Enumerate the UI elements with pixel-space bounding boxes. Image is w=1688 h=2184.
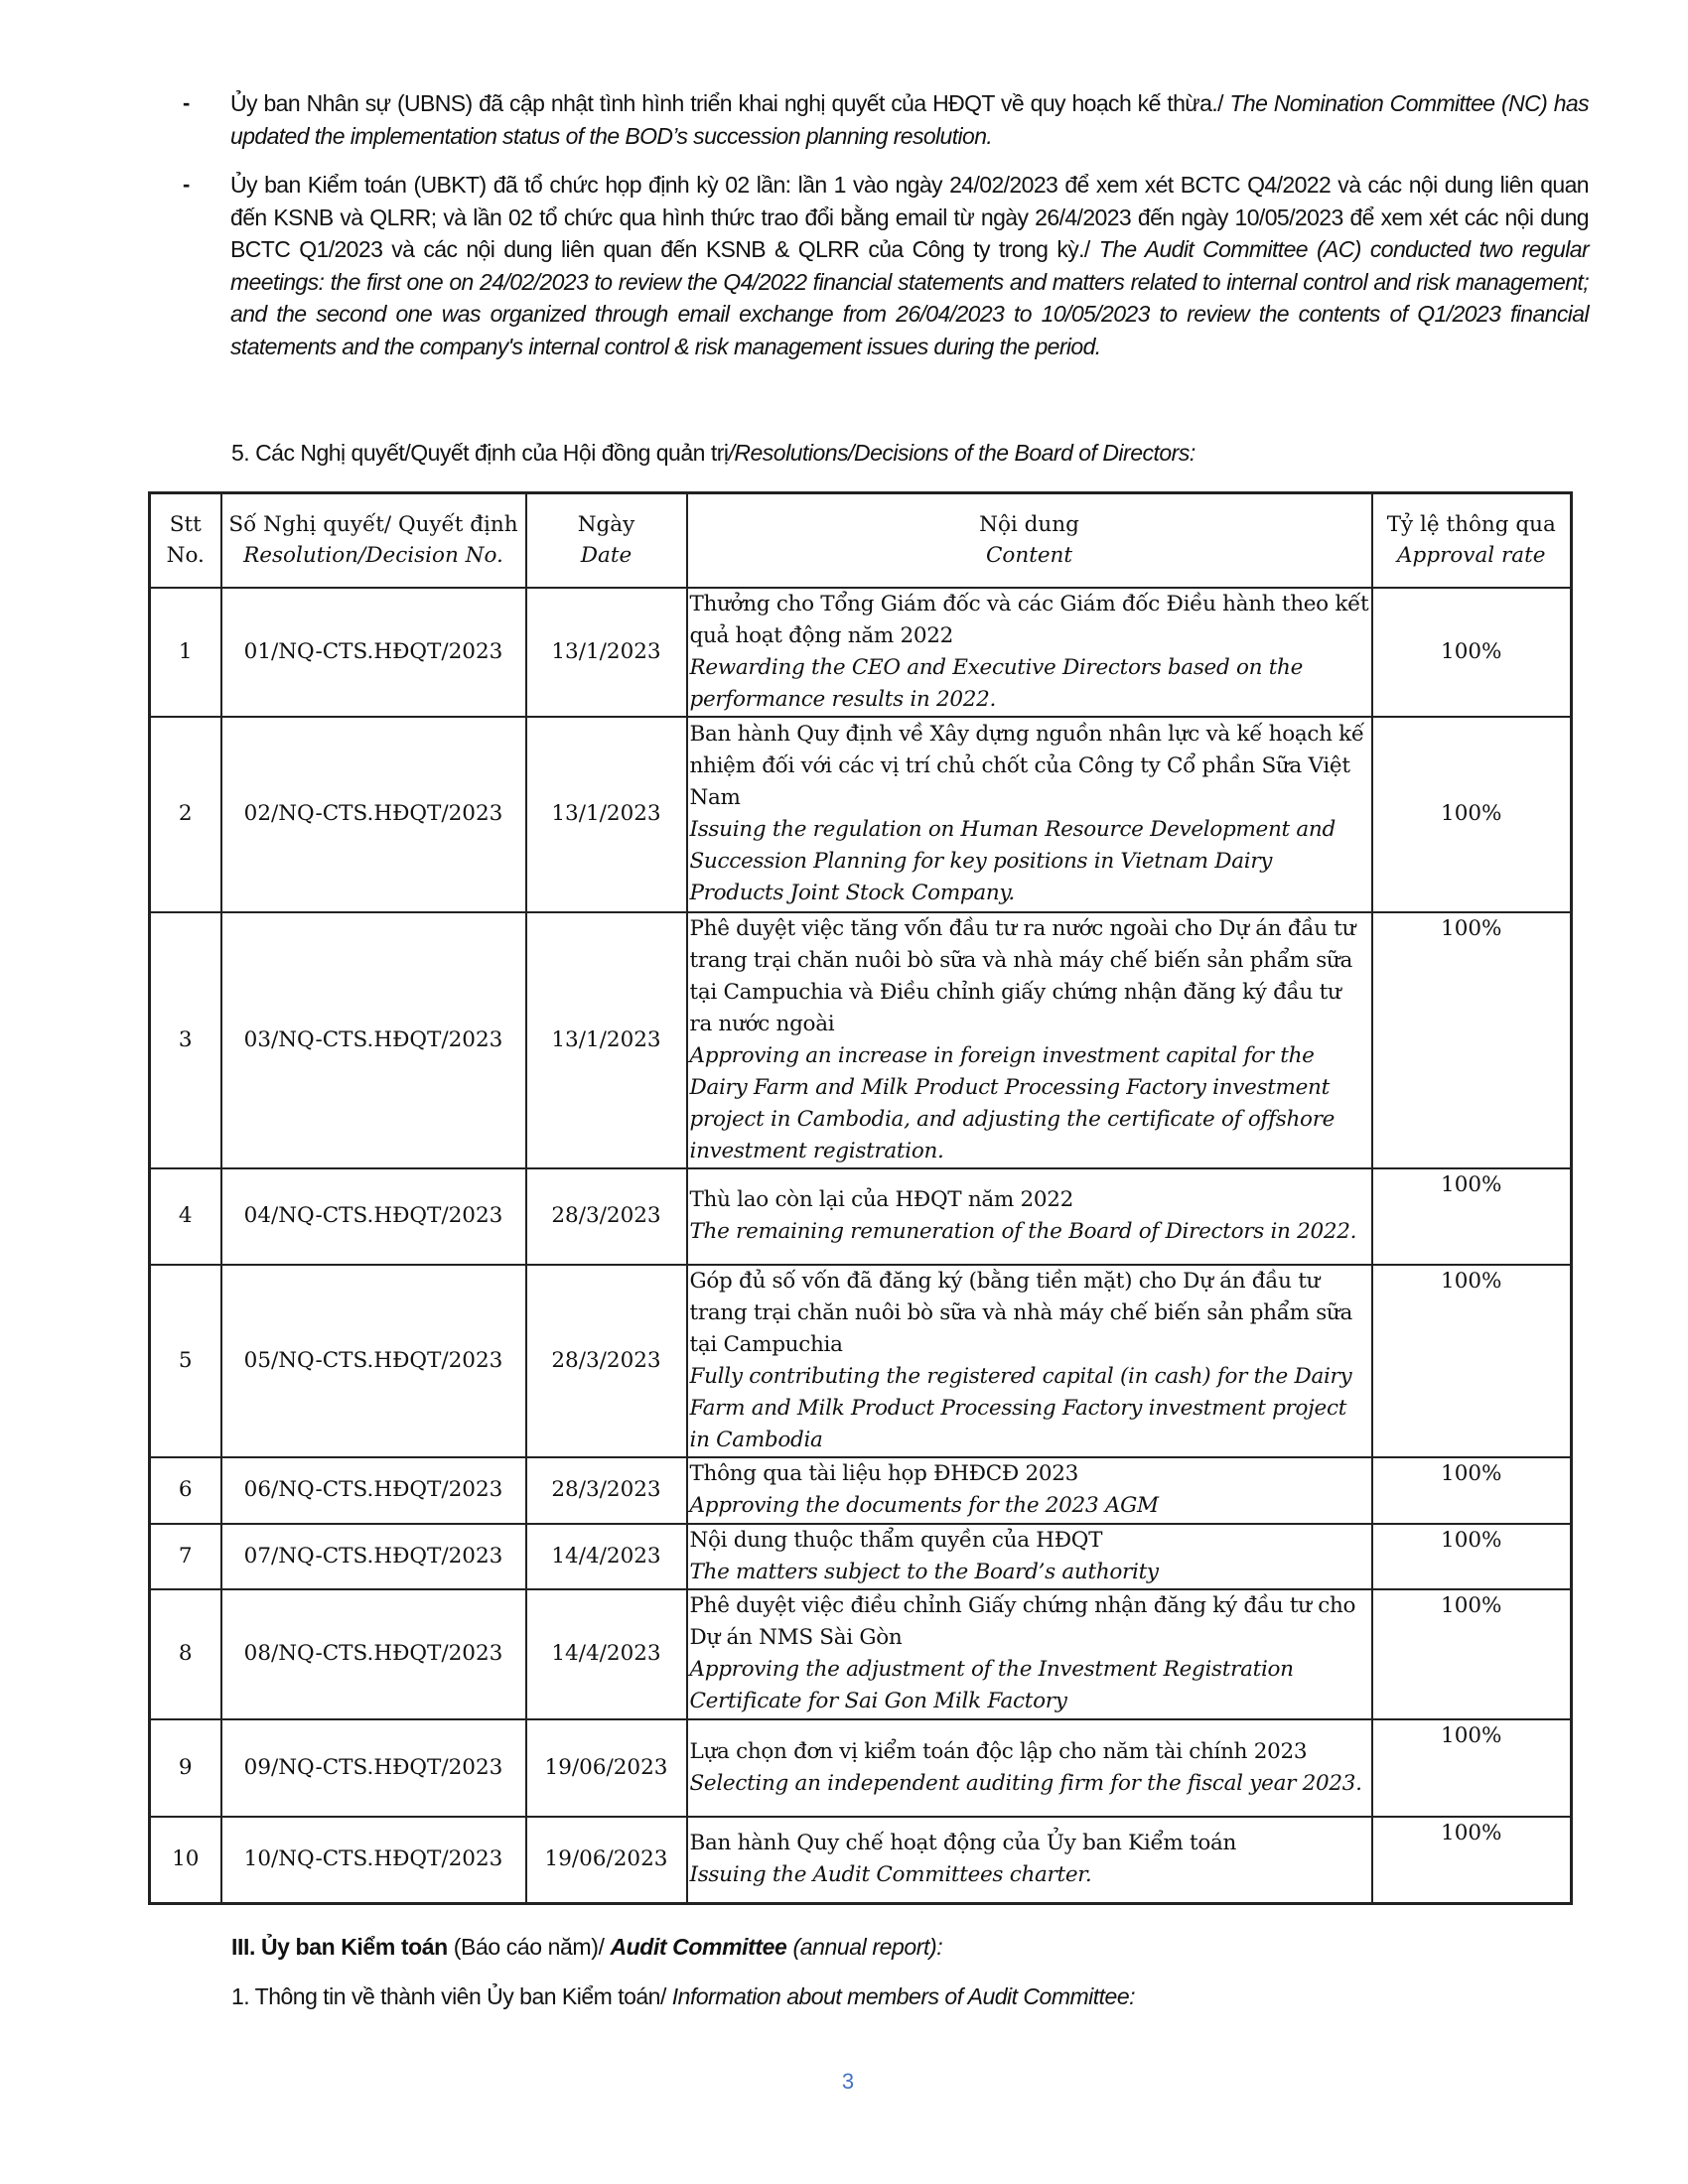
content-vi: Ban hành Quy định về Xây dựng nguồn nhân lực và kế hoạch kế nhiệm đối với các vị trí chủ chốt của Công ty Cổ phần Sữa Việt Nam — [689, 722, 1364, 810]
content-vi: Lựa chọn đơn vị kiểm toán độc lập cho năm tài chính 2023 — [689, 1738, 1308, 1764]
section-3-1-heading — [231, 1983, 1135, 2010]
page-number: 3 — [841, 2069, 855, 2094]
cell-stt: 9 — [150, 1719, 221, 1817]
content-vi: Góp đủ số vốn đã đăng ký (bằng tiền mặt) cho Dự án đầu tư trang trại chăn nuôi bò sữa và nhà máy chế biến sản phẩm sữa tại Campuchia — [689, 1268, 1353, 1357]
cell-content — [687, 1719, 1372, 1817]
header-content-vi: Nội dung — [979, 512, 1079, 538]
content-en: The matters subject to the Board’s authority — [689, 1559, 1159, 1584]
table-row — [150, 1817, 1572, 1904]
cell-rate: 100% — [1372, 912, 1572, 1168]
cell-date: 13/1/2023 — [526, 717, 687, 912]
cell-rate: 100% — [1372, 1719, 1572, 1817]
cell-rate: 100% — [1372, 1457, 1572, 1524]
cell-rate: 100% — [1372, 1817, 1572, 1904]
cell-date: 19/06/2023 — [526, 1719, 687, 1817]
bullet-text — [230, 169, 1589, 362]
table-row — [150, 1168, 1572, 1265]
cell-content — [687, 717, 1372, 912]
cell-content — [687, 588, 1372, 717]
resolutions-table — [148, 491, 1573, 1905]
cell-rate: 100% — [1372, 1589, 1572, 1719]
cell-content — [687, 1524, 1372, 1589]
content-vi: Phê duyệt việc điều chỉnh Giấy chứng nhận đăng ký đầu tư cho Dự án NMS Sài Gòn — [689, 1593, 1356, 1650]
cell-rate: 100% — [1372, 1524, 1572, 1589]
content-en: Selecting an independent auditing firm for the fiscal year 2023. — [689, 1770, 1362, 1796]
table-row — [150, 912, 1572, 1168]
table-row — [150, 717, 1572, 912]
section-5-heading — [231, 440, 1196, 467]
header-stt — [150, 493, 221, 588]
section-3-title-vi-bold: III. Ủy ban Kiểm toán — [231, 1934, 448, 1960]
header-stt-en: No. — [166, 543, 205, 569]
cell-content — [687, 1589, 1372, 1719]
table-row — [150, 1457, 1572, 1524]
table-row — [150, 1524, 1572, 1589]
cell-number: 06/NQ-CTS.HĐQT/2023 — [221, 1457, 526, 1524]
cell-number: 07/NQ-CTS.HĐQT/2023 — [221, 1524, 526, 1589]
cell-date: 14/4/2023 — [526, 1524, 687, 1589]
cell-number: 02/NQ-CTS.HĐQT/2023 — [221, 717, 526, 912]
cell-date: 13/1/2023 — [526, 912, 687, 1168]
cell-stt: 8 — [150, 1589, 221, 1719]
bullet-dash-icon: - — [183, 172, 190, 197]
header-rate-en: Approval rate — [1397, 543, 1546, 569]
content-en: Fully contributing the registered capital (in cash) for the Dairy Farm and Milk Product Processing Factory investment project in Cambodia — [689, 1363, 1352, 1452]
section-3-1-title-vi: 1. Thông tin về thành viên Ủy ban Kiểm toán/ — [231, 1983, 672, 2009]
cell-rate: 100% — [1372, 1265, 1572, 1457]
cell-stt: 3 — [150, 912, 221, 1168]
bullet-text-en: The Audit Committee (AC) conducted two regular meetings: the first one on 24/02/2023 to review the Q4/2022 financial statements and matters related to internal control and risk management; and the second one was organized through email exchange from 26/04/2023 to 10/05/2023 to review the contents of Q1/2023 financial statements and the company's internal control & risk management issues during the period. — [230, 236, 1589, 359]
table-row — [150, 1265, 1572, 1457]
content-en: Issuing the regulation on Human Resource Development and Succession Planning for key positions in Vietnam Dairy Products Joint Stock Company. — [689, 817, 1336, 905]
cell-number: 08/NQ-CTS.HĐQT/2023 — [221, 1589, 526, 1719]
content-vi: Ban hành Quy chế hoạt động của Ủy ban Kiểm toán — [689, 1831, 1237, 1856]
section-5-title-vi: 5. Các Nghị quyết/Quyết định của Hội đồng quản trị — [231, 440, 729, 466]
content-en: Approving an increase in foreign investment capital for the Dairy Farm and Milk Product Processing Factory investment project in Cambodia, and adjusting the certificate of offshore investment registration. — [689, 1042, 1336, 1163]
cell-number: 09/NQ-CTS.HĐQT/2023 — [221, 1719, 526, 1817]
header-rate-vi: Tỷ lệ thông qua — [1386, 512, 1556, 538]
cell-stt: 1 — [150, 588, 221, 717]
content-vi: Thông qua tài liệu họp ĐHĐCĐ 2023 — [689, 1461, 1078, 1486]
cell-date: 28/3/2023 — [526, 1265, 687, 1457]
content-en: Rewarding the CEO and Executive Directors based on the performance results in 2022. — [689, 654, 1304, 712]
cell-stt: 7 — [150, 1524, 221, 1589]
cell-stt: 10 — [150, 1817, 221, 1904]
bullet-text-vi: Ủy ban Kiểm toán (UBKT) đã tổ chức họp định kỳ 02 lần: lần 1 vào ngày 24/02/2023 để xem xét BCTC Q4/2022 và các nội dung liên quan đến KSNB và QLRR; và lần 02 tổ chức qua hình thức trao đổi bằng email từ ngày 26/4/2023 đến ngày 10/05/2023 để xem xét các nội dung BCTC Q1/2023 và các nội dung liên quan đến KSNB & QLRR của Công ty trong kỳ./ — [230, 172, 1589, 262]
section-3-title-vi-normal: (Báo cáo năm)/ — [447, 1934, 611, 1960]
header-content — [687, 493, 1372, 588]
content-vi: Thù lao còn lại của HĐQT năm 2022 — [689, 1187, 1074, 1212]
cell-content — [687, 912, 1372, 1168]
cell-date: 13/1/2023 — [526, 588, 687, 717]
table-header-row — [150, 493, 1572, 588]
header-number-en: Resolution/Decision No. — [243, 543, 503, 569]
bullet-text-en: The Nomination Committee (NC) has updated the implementation status of the BOD’s succession planning resolution. — [230, 90, 1589, 149]
content-en: The remaining remuneration of the Board of Directors in 2022. — [689, 1219, 1357, 1244]
cell-content — [687, 1817, 1372, 1904]
cell-stt: 2 — [150, 717, 221, 912]
header-rate — [1372, 493, 1572, 588]
section-3-heading — [231, 1934, 942, 1961]
cell-stt: 5 — [150, 1265, 221, 1457]
header-number-vi: Số Nghị quyết/ Quyết định — [228, 512, 518, 538]
cell-content — [687, 1457, 1372, 1524]
cell-content — [687, 1265, 1372, 1457]
content-vi: Phê duyệt việc tăng vốn đầu tư ra nước ngoài cho Dự án đầu tư trang trại chăn nuôi bò sữa và nhà máy chế biến sản phẩm sữa tại Campuchia và Điều chỉnh giấy chứng nhận đăng ký đầu tư ra nước ngoài — [689, 915, 1356, 1036]
cell-number: 05/NQ-CTS.HĐQT/2023 — [221, 1265, 526, 1457]
cell-date: 19/06/2023 — [526, 1817, 687, 1904]
cell-number: 01/NQ-CTS.HĐQT/2023 — [221, 588, 526, 717]
section-3-1-title-en: Information about members of Audit Committee: — [671, 1983, 1136, 2009]
section-3-title-en-normal: (annual report): — [786, 1934, 943, 1960]
cell-stt: 4 — [150, 1168, 221, 1265]
header-date-vi: Ngày — [577, 512, 635, 538]
header-stt-vi: Stt — [169, 512, 202, 538]
cell-number: 03/NQ-CTS.HĐQT/2023 — [221, 912, 526, 1168]
cell-rate: 100% — [1372, 717, 1572, 912]
cell-number: 10/NQ-CTS.HĐQT/2023 — [221, 1817, 526, 1904]
cell-stt: 6 — [150, 1457, 221, 1524]
cell-date: 28/3/2023 — [526, 1168, 687, 1265]
bullet-text-vi: Ủy ban Nhân sự (UBNS) đã cập nhật tình hình triển khai nghị quyết của HĐQT về quy hoạch kế thừa./ — [230, 90, 1223, 116]
cell-number: 04/NQ-CTS.HĐQT/2023 — [221, 1168, 526, 1265]
cell-date: 14/4/2023 — [526, 1589, 687, 1719]
header-number — [221, 493, 526, 588]
content-vi: Nội dung thuộc thẩm quyền của HĐQT — [689, 1527, 1103, 1553]
table-row — [150, 1589, 1572, 1719]
table-row — [150, 588, 1572, 717]
cell-content — [687, 1168, 1372, 1265]
content-vi: Thưởng cho Tổng Giám đốc và các Giám đốc Điều hành theo kết quả hoạt động năm 2022 — [689, 591, 1369, 648]
content-en: Issuing the Audit Committees charter. — [689, 1862, 1092, 1888]
cell-date: 28/3/2023 — [526, 1457, 687, 1524]
table-row — [150, 1719, 1572, 1817]
cell-rate: 100% — [1372, 1168, 1572, 1265]
cell-rate: 100% — [1372, 588, 1572, 717]
section-5-title-en: /Resolutions/Decisions of the Board of Directors: — [728, 440, 1196, 466]
content-en: Approving the adjustment of the Investment Registration Certificate for Sai Gon Milk Factory — [689, 1657, 1294, 1713]
header-content-en: Content — [985, 543, 1073, 569]
section-3-title-en-bold: Audit Committee — [610, 1934, 787, 1960]
bullet-text — [230, 87, 1589, 152]
header-date-en: Date — [580, 543, 633, 569]
header-date — [526, 493, 687, 588]
content-en: Approving the documents for the 2023 AGM — [689, 1493, 1159, 1518]
bullet-dash-icon: - — [183, 90, 190, 115]
